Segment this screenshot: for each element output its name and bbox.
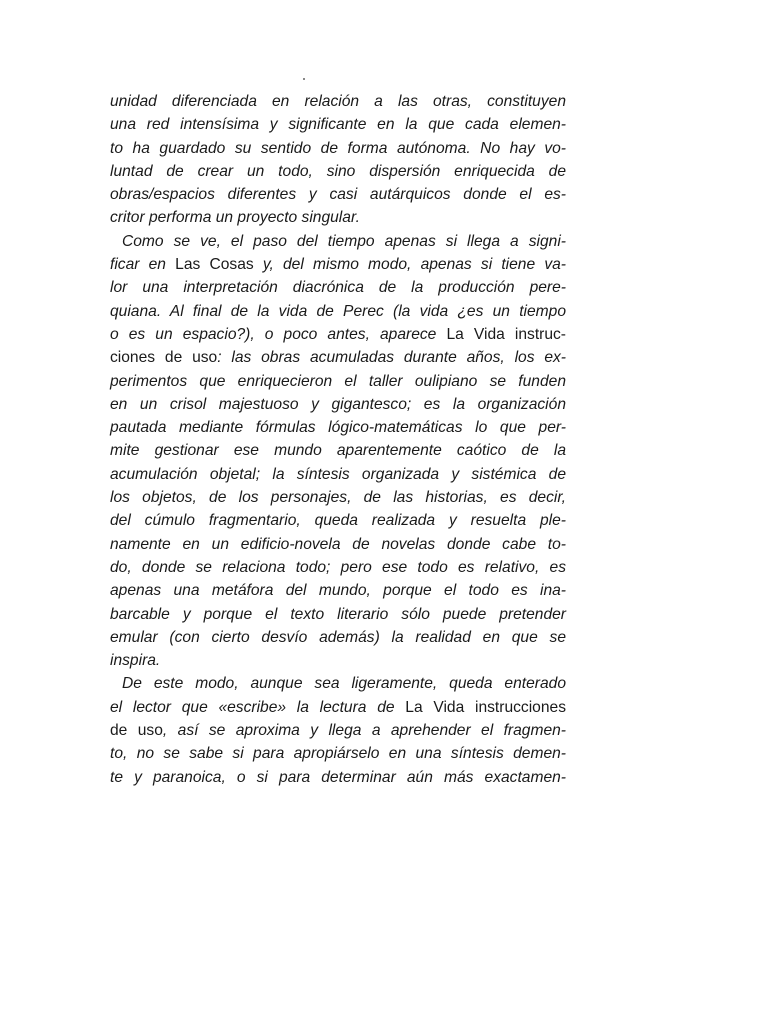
text-line: [110, 719, 566, 742]
book-title-text: ciones de uso: [110, 349, 218, 367]
text-line: [110, 439, 566, 462]
line-text: unidad diferenciada en relación a las otras, constituyen: [110, 93, 566, 110]
line-text: acumulación objetal; la síntesis organizada y sistémica de: [110, 465, 566, 483]
text-line: [110, 509, 566, 532]
text-line: [110, 649, 566, 672]
text-line: [110, 696, 566, 719]
line-text: una red intensísima y significante en la que cada elemen-: [110, 116, 566, 134]
line-text: do, donde se relaciona todo; pero ese todo es relativo, es: [110, 558, 566, 576]
text-line: [110, 160, 566, 183]
text-line: [110, 463, 566, 486]
text-line: [110, 370, 566, 393]
text-line: [110, 276, 566, 299]
line-text: to, no se sabe si para apropiárselo en una síntesis demen-: [110, 745, 566, 763]
line-text: en un crisol majestuoso y gigantesco; es la organización: [110, 395, 566, 413]
line-text: y, del mismo modo, apenas si tiene va-: [253, 256, 566, 274]
paragraph: [110, 672, 566, 788]
text-line: [110, 603, 566, 626]
text-line: [110, 626, 566, 649]
text-line: [110, 533, 566, 556]
line-text: del cúmulo fragmentario, queda realizada y resuelta ple-: [110, 512, 566, 530]
text-line: [110, 742, 566, 765]
text-line: [110, 253, 566, 276]
text-line: [110, 137, 566, 160]
line-text: perimentos que enriquecieron el taller oulipiano se funden: [110, 372, 566, 390]
paragraph: [110, 90, 566, 230]
book-title-text: La Vida instrucciones: [405, 698, 566, 716]
body-text: [110, 90, 566, 789]
line-text: obras/espacios diferentes y casi autárquicos donde el es-: [110, 186, 566, 204]
text-line: [110, 113, 566, 136]
line-text: : las obras acumuladas durante años, los ex-: [217, 349, 566, 367]
line-text: el lector que «escribe» la lectura de: [110, 698, 406, 716]
line-text: emular (con cierto desvío además) la realidad en que se: [110, 628, 566, 646]
line-text: apenas una metáfora del mundo, porque el todo es ina-: [110, 582, 566, 600]
line-text: barcable y porque el texto literario sólo puede pretender: [110, 605, 566, 623]
line-text: inspira.: [110, 652, 161, 670]
text-line: [110, 766, 566, 789]
text-line: [110, 183, 566, 206]
paragraph: [110, 230, 566, 673]
line-text: namente en un edificio-novela de novelas donde cabe to-: [110, 535, 566, 553]
book-title-text: Las Cosas: [175, 256, 254, 274]
text-line: [110, 486, 566, 509]
text-line: [110, 416, 566, 439]
text-line: [110, 206, 566, 229]
text-line: [110, 346, 566, 369]
line-text: , así se aproxima y llega a aprehender el fragmen-: [162, 722, 566, 740]
line-text: critor performa un proyecto singular.: [110, 209, 360, 227]
text-line: [110, 672, 566, 695]
text-line: [110, 300, 566, 323]
line-text: te y paranoica, o si para determinar aún más exactamen-: [110, 768, 566, 786]
line-text: ficar en: [110, 256, 176, 274]
line-text: los objetos, de los personajes, de las historias, es decir,: [110, 489, 566, 507]
line-text: mite gestionar ese mundo aparentemente caótico de la: [110, 442, 566, 460]
line-text: De este modo, aunque sea ligeramente, queda enterado: [122, 675, 566, 693]
text-line: [110, 393, 566, 416]
text-line: [110, 90, 566, 113]
text-line: [110, 579, 566, 602]
line-text: Como se ve, el paso del tiempo apenas si llega a signi-: [122, 232, 566, 250]
line-text: to ha guardado su sentido de forma autónoma. No hay vo-: [110, 139, 566, 157]
line-text: luntad de crear un todo, sino dispersión enriquecida de: [110, 162, 566, 180]
book-title-text: de uso: [110, 722, 163, 740]
line-text: lor una interpretación diacrónica de la producción pere-: [110, 279, 566, 297]
scan-speck: [303, 78, 305, 80]
text-line: [110, 556, 566, 579]
book-title-text: La Vida instruc-: [446, 325, 567, 343]
text-line: [110, 323, 566, 346]
line-text: pautada mediante fórmulas lógico-matemáticas lo que per-: [110, 419, 566, 437]
line-text: quiana. Al final de la vida de Perec (la vida ¿es un tiempo: [110, 302, 566, 320]
line-text: o es un espacio?), o poco antes, aparece: [110, 325, 447, 343]
text-line: [110, 230, 566, 253]
